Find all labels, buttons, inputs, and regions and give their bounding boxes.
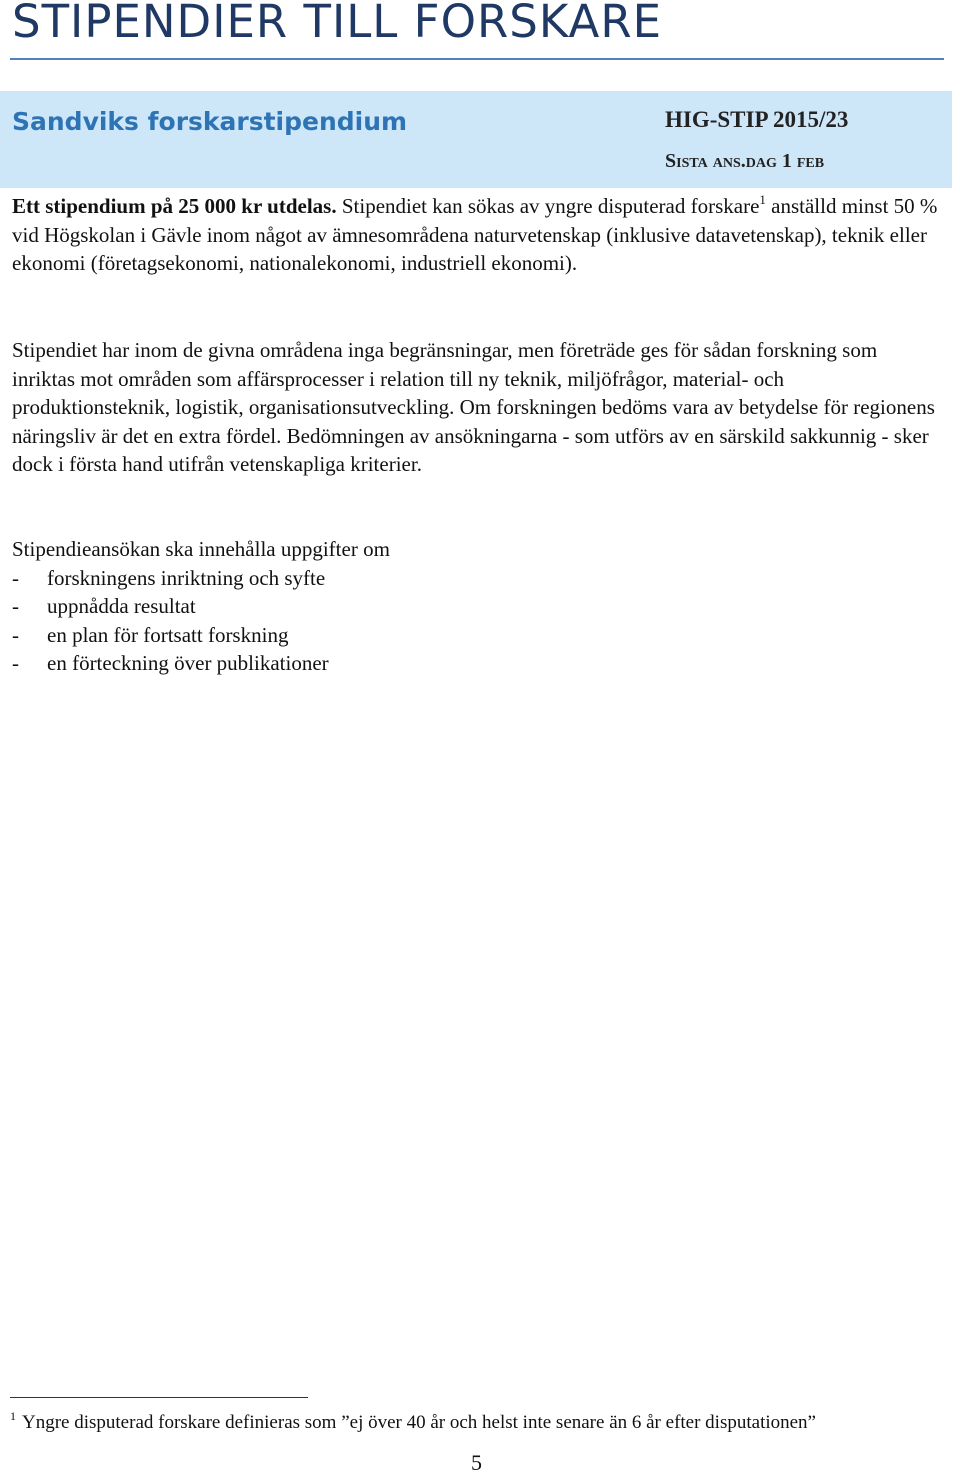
page-title: STIPENDIER TILL FORSKARE	[12, 0, 663, 48]
list-item-text: en plan för fortsatt forskning	[47, 622, 289, 647]
application-deadline: Sista ans.dag 1 feb	[665, 150, 825, 172]
list-item-text: en förteckning över publikationer	[47, 651, 329, 676]
footnote-separator	[10, 1397, 308, 1398]
list-item	[12, 564, 942, 593]
title-underline	[10, 58, 944, 60]
footnote-text: Yngre disputerad forskare definieras som ”ej över 40 år och helst inte senare än 6 år efter disputationen”	[22, 1412, 816, 1433]
eligibility-text-continued: anställd minst 50 % vid Högskolan i Gävle inom något av ämnesområdena naturvetenskap (inklusive datavetenskap), teknik eller ekonomi (företagsekonomi, nationalekonomi, industriell ekonomi).	[12, 194, 938, 276]
application-requirements	[12, 535, 942, 678]
list-dash: -	[12, 651, 19, 676]
list-item	[12, 621, 942, 650]
footnote-marker: 1	[10, 1409, 16, 1423]
list-item	[12, 649, 942, 678]
award-amount-lead: Ett stipendium på 25 000 kr utdelas.	[12, 194, 337, 218]
eligibility-text: Stipendiet kan sökas av yngre disputerad forskare	[336, 194, 760, 218]
footnote-reference[interactable]: 1	[759, 192, 766, 207]
list-item-text: forskningens inriktning och syfte	[47, 565, 326, 590]
list-item	[12, 592, 942, 621]
scholarship-description-paragraph	[12, 192, 942, 278]
requirements-intro: Stipendieansökan ska innehålla uppgifter om	[12, 537, 390, 561]
list-dash: -	[12, 622, 19, 647]
page-number: 5	[471, 1450, 482, 1475]
list-dash: -	[12, 565, 19, 590]
list-item-text: uppnådda resultat	[47, 594, 196, 619]
research-priorities-paragraph: Stipendiet har inom de givna områdena inga begränsningar, men företräde ges för sådan forskning som inriktas mot områden som affärsprocesser i relation till ny teknik, miljöfrågor, material- och produktionsteknik, logistik, organisationsutveckling. Om forskningen bedöms vara av betydelse för regionens näringsliv är det en extra fördel. Bedömningen av ansökningarna - som utförs av en särskild sakkunnig - sker dock i första hand utifrån vetenskapliga kriterier.	[12, 338, 935, 477]
footnote	[10, 1410, 816, 1436]
scholarship-name: Sandviks forskarstipendium	[12, 107, 408, 136]
list-dash: -	[12, 594, 19, 619]
reference-code: HIG-STIP 2015/23	[665, 107, 849, 132]
